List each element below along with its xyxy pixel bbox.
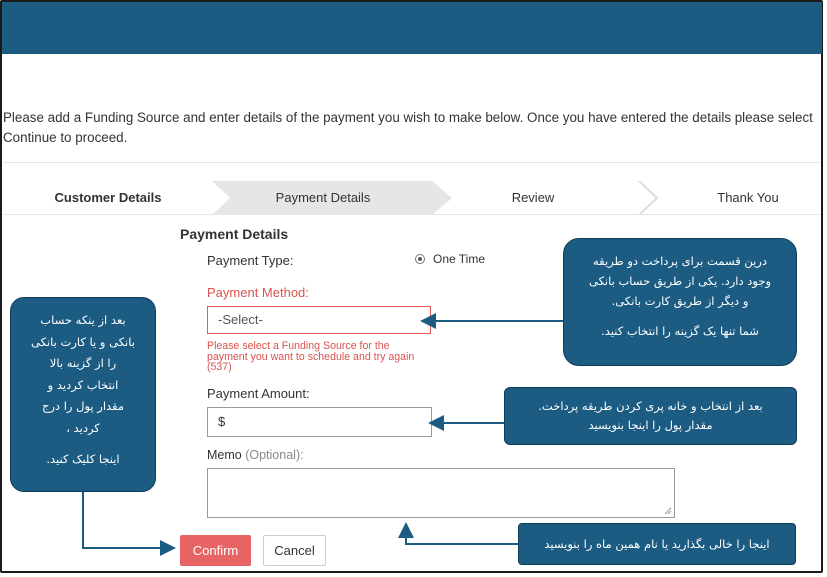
callout-line: شما تنها یک گزینه را انتخاب کنید. xyxy=(601,324,759,338)
callout-line: وجود دارد. یکی از طریق حساب بانکی xyxy=(588,274,772,288)
callout-memo: اینجا را خالی بگذارید یا نام همین ماه را بنویسید xyxy=(518,523,796,565)
callout-line: مقدار پول را درج xyxy=(41,399,125,413)
callout-line: بعد از انتخاب و خانه پری کردن طریقه پرداخت. xyxy=(538,399,763,413)
payment-type-label: Payment Type: xyxy=(207,253,294,268)
callout-line: را از گزینه بالا xyxy=(49,356,117,370)
step-review: Review xyxy=(511,190,555,205)
one-time-label: One Time xyxy=(433,252,486,266)
callout-payment-method xyxy=(563,238,797,366)
callout-line: انتخاب کردید و xyxy=(47,377,119,392)
callout-line: درین قسمت برای پرداخت دو طریقه xyxy=(593,254,767,268)
memo-label-text: Memo xyxy=(207,448,242,462)
callout-line: کردید ، xyxy=(66,420,100,435)
callout-payment-amount xyxy=(504,387,797,445)
payment-method-label: Payment Method: xyxy=(207,285,309,300)
callout-line: بانکی و یا کارت بانکی xyxy=(31,334,135,349)
confirm-button[interactable]: Confirm xyxy=(180,535,251,566)
cancel-button[interactable]: Cancel xyxy=(263,535,326,566)
amount-value: $ xyxy=(218,414,226,429)
payment-method-error: Please select a Funding Source for the payment you want to schedule and try again (537) xyxy=(207,340,415,373)
callout-line: مقدار پول را اینجا بنویسید xyxy=(588,418,713,432)
step-customer-details: Customer Details xyxy=(54,190,162,205)
intro-text: Please add a Funding Source and enter details of the payment you wish to make below. Once you have entered the details please select Continue to proceed. xyxy=(3,110,813,145)
payment-method-value: -Select- xyxy=(218,312,263,327)
callout-line: اینجا کلیک کنید. xyxy=(46,452,120,466)
payment-amount-label: Payment Amount: xyxy=(207,386,310,401)
memo-optional-text: (Optional): xyxy=(245,448,304,462)
callout-line: و دیگر از طریق کارت بانکی. xyxy=(611,294,749,308)
step-payment-details: Payment Details xyxy=(275,190,371,205)
step-thank-you: Thank You xyxy=(717,190,779,205)
callout-confirm xyxy=(10,297,156,492)
form-heading: Payment Details xyxy=(180,226,289,242)
callout-line: بعد از ینکه حساب xyxy=(40,313,126,327)
